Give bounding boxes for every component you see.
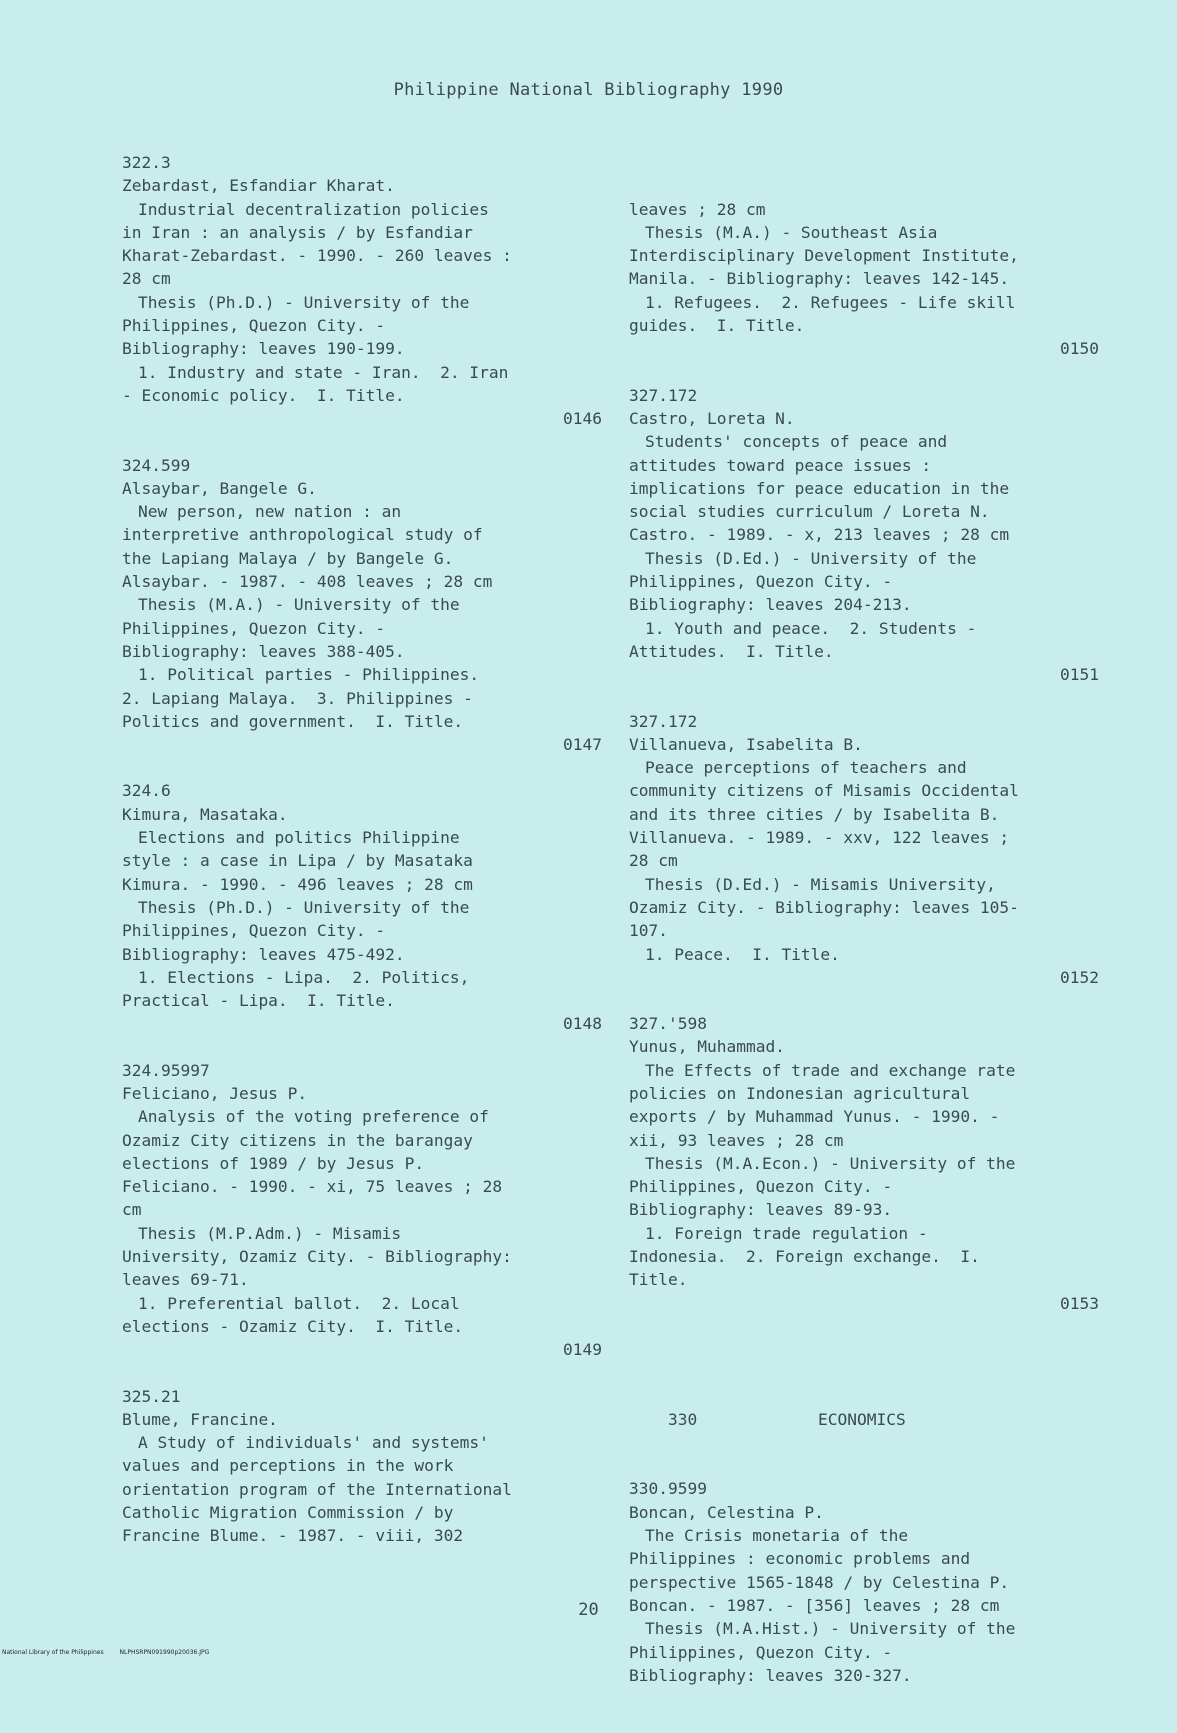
entry-line: 1. Peace. I. Title.	[645, 944, 840, 964]
entry-line: elections of 1989 / by Jesus P.	[122, 1153, 425, 1173]
entry-line: Elections and politics Philippine	[138, 828, 460, 848]
entry-line: 1. Youth and peace. 2. Students -	[645, 618, 977, 638]
entry-line: Ozamiz City. - Bibliography: leaves 105-	[629, 897, 1019, 917]
entry-line: - Economic policy. I. Title.	[122, 385, 405, 405]
section-class-number: 330	[667, 1409, 698, 1429]
entry-line: The Crisis monetaria of the	[645, 1526, 909, 1546]
entry-line: 28 cm	[629, 851, 678, 871]
section-heading	[629, 1385, 1099, 1429]
entry-line: Feliciano. - 1990. - xi, 75 leaves ; 28	[122, 1177, 503, 1197]
entry-line: Students' concepts of peace and	[645, 432, 948, 452]
entry-line: leaves 69-71.	[122, 1270, 249, 1290]
entry-line: exports / by Muhammad Yunus. - 1990. -	[629, 1107, 1000, 1127]
bibliography-entry	[629, 710, 1099, 990]
entry-line-first: 324.95997	[122, 1060, 210, 1080]
entry-line: Catholic Migration Commission / by	[122, 1503, 454, 1523]
entry-line: Kimura. - 1990. - 496 leaves ; 28 cm	[122, 874, 473, 894]
entry-line: 2. Lapiang Malaya. 3. Philippines -	[122, 688, 473, 708]
entry-number: 0150	[1060, 339, 1099, 359]
entry-line: New person, new nation : an	[138, 502, 402, 522]
entry-line: and its three cities / by Isabelita B.	[629, 804, 1000, 824]
entry-line: Philippines : economic problems and	[629, 1549, 971, 1569]
entry-number: 0148	[563, 1014, 602, 1034]
left-column	[122, 151, 602, 1571]
section-label: ECONOMICS	[817, 1409, 906, 1429]
bibliography-entry	[122, 151, 602, 431]
entry-line: Yunus, Muhammad.	[629, 1037, 785, 1057]
entry-line: Attitudes. I. Title.	[629, 641, 834, 661]
bibliography-entry	[629, 1477, 1099, 1687]
entry-line: Philippines, Quezon City. -	[122, 316, 386, 336]
entry-line: xii, 93 leaves ; 28 cm	[629, 1130, 844, 1150]
entry-line: orientation program of the International	[122, 1479, 512, 1499]
entry-number: 0153	[1060, 1293, 1099, 1313]
entry-line: Villanueva, Isabelita B.	[629, 734, 863, 754]
entry-line: Feliciano, Jesus P.	[122, 1083, 308, 1103]
entry-line-first: 327.172	[629, 711, 698, 731]
footer	[2, 1649, 223, 1656]
bibliography-entry	[122, 454, 602, 757]
entry-line: Villanueva. - 1989. - xxv, 122 leaves ;	[629, 828, 1010, 848]
entry-line: Thesis (Ph.D.) - University of the	[138, 897, 470, 917]
entry-line: The Effects of trade and exchange rate	[645, 1060, 1016, 1080]
entry-line: Bibliography: leaves 475-492.	[122, 944, 405, 964]
entry-line-first: 324.599	[122, 455, 191, 475]
entry-line: Title.	[629, 1270, 688, 1290]
entry-line: Philippines, Quezon City. -	[122, 618, 386, 638]
entry-line: 1. Refugees. 2. Refugees - Life skill	[645, 292, 1016, 312]
entry-line-first: 327.172	[629, 385, 698, 405]
entry-line: Castro, Loreta N.	[629, 408, 795, 428]
entry-line-first: 327.'598	[629, 1014, 707, 1034]
entry-line: Bibliography: leaves 204-213.	[629, 595, 912, 615]
entry-line: 107.	[629, 921, 668, 941]
entry-line: the Lapiang Malaya / by Bangele G.	[122, 548, 454, 568]
entry-line: Industrial decentralization policies	[138, 199, 489, 219]
page-number: 20	[578, 1600, 599, 1620]
entry-line: elections - Ozamiz City. I. Title.	[122, 1316, 464, 1336]
bibliography-entry	[629, 384, 1099, 687]
bibliography-entry	[122, 779, 602, 1035]
entry-line: perspective 1565-1848 / by Celestina P.	[629, 1572, 1010, 1592]
bibliography-entry	[122, 1059, 602, 1362]
entry-line: 1. Foreign trade regulation -	[645, 1223, 928, 1243]
bibliography-entry	[629, 198, 1099, 361]
entry-line: Thesis (M.P.Adm.) - Misamis	[138, 1223, 402, 1243]
entry-line: Boncan. - 1987. - [356] leaves ; 28 cm	[629, 1595, 1000, 1615]
entry-line: Interdisciplinary Development Institute,	[629, 246, 1019, 266]
entry-line: attitudes toward peace issues :	[629, 455, 932, 475]
entry-line: Philippines, Quezon City. -	[122, 921, 386, 941]
entry-line: A Study of individuals' and systems'	[138, 1433, 489, 1453]
entry-number: 0147	[563, 735, 602, 755]
right-column	[629, 151, 1099, 1733]
entry-line: Bibliography: leaves 89-93.	[629, 1200, 893, 1220]
bibliography-title: Philippine National Bibliography 1990	[393, 80, 784, 100]
entry-line: Boncan, Celestina P.	[629, 1502, 824, 1522]
entry-line: implications for peace education in the	[629, 478, 1010, 498]
footer-library: National Library of the Philippines	[2, 1649, 104, 1656]
entry-line: Bibliography: leaves 388-405.	[122, 641, 405, 661]
entry-line: Thesis (M.A.) - University of the	[138, 595, 460, 615]
entry-line: 1. Political parties - Philippines.	[138, 665, 480, 685]
entry-number: 0152	[1060, 967, 1099, 987]
entry-line: 1. Elections - Lipa. 2. Politics,	[138, 967, 470, 987]
entry-line: in Iran : an analysis / by Esfandiar	[122, 222, 473, 242]
entry-line-first: leaves ; 28 cm	[629, 199, 766, 219]
entry-line: guides. I. Title.	[629, 316, 805, 336]
entry-line: University, Ozamiz City. - Bibliography:	[122, 1247, 512, 1267]
entry-line: Peace perceptions of teachers and	[645, 758, 967, 778]
entry-line: Alsaybar. - 1987. - 408 leaves ; 28 cm	[122, 572, 493, 592]
entry-line: Philippines, Quezon City. -	[629, 1177, 893, 1197]
entry-line: social studies curriculum / Loreta N.	[629, 502, 990, 522]
footer-file-id: NLPHSRPN091990p20036.JPG	[119, 1649, 210, 1656]
entry-number: 0149	[563, 1340, 602, 1360]
entry-line: Bibliography: leaves 320-327.	[629, 1665, 912, 1685]
entry-line-first: 324.6	[122, 781, 171, 801]
entry-line: Politics and government. I. Title.	[122, 711, 464, 731]
entry-line: Kharat-Zebardast. - 1990. - 260 leaves :	[122, 246, 512, 266]
entry-line: Francine Blume. - 1987. - viii, 302	[122, 1526, 464, 1546]
bibliography-entry	[122, 1385, 602, 1548]
entry-line: Indonesia. 2. Foreign exchange. I.	[629, 1247, 980, 1267]
entry-line: community citizens of Misamis Occidental	[629, 781, 1019, 801]
entry-line: Bibliography: leaves 190-199.	[122, 339, 405, 359]
entry-line: cm	[122, 1200, 142, 1220]
entry-line: Analysis of the voting preference of	[138, 1107, 489, 1127]
entry-line-first: 322.3	[122, 153, 171, 172]
entry-line: 28 cm	[122, 269, 171, 289]
entry-line: Thesis (Ph.D.) - University of the	[138, 292, 470, 312]
entry-line: Practical - Lipa. I. Title.	[122, 991, 395, 1011]
page-header	[0, 80, 1177, 100]
entry-line: Thesis (M.A.Hist.) - University of the	[645, 1619, 1016, 1639]
entry-number: 0146	[563, 409, 602, 429]
entry-line: Thesis (M.A.Econ.) - University of the	[645, 1153, 1016, 1173]
entry-line: Philippines, Quezon City. -	[629, 1642, 893, 1662]
entry-line: Thesis (D.Ed.) - Misamis University,	[645, 874, 996, 894]
entry-line: policies on Indonesian agricultural	[629, 1083, 971, 1103]
entry-line-first: 325.21	[122, 1386, 181, 1406]
entry-line: 1. Industry and state - Iran. 2. Iran	[138, 362, 509, 382]
entry-line-first: 330.9599	[629, 1479, 707, 1499]
entry-line: Ozamiz City citizens in the barangay	[122, 1130, 473, 1150]
entry-line: Manila. - Bibliography: leaves 142-145.	[629, 269, 1010, 289]
entry-line: interpretive anthropological study of	[122, 525, 483, 545]
entry-line: Kimura, Masataka.	[122, 804, 288, 824]
entry-number: 0151	[1060, 665, 1099, 685]
entry-line: values and perceptions in the work	[122, 1456, 454, 1476]
entry-line: Castro. - 1989. - x, 213 leaves ; 28 cm	[629, 525, 1010, 545]
entry-line: Alsaybar, Bangele G.	[122, 478, 317, 498]
bibliography-entry	[629, 1012, 1099, 1315]
entry-line: Blume, Francine.	[122, 1409, 278, 1429]
entry-line: Thesis (M.A.) - Southeast Asia	[645, 222, 938, 242]
entry-line: 1. Preferential ballot. 2. Local	[138, 1293, 460, 1313]
entry-line: style : a case in Lipa / by Masataka	[122, 851, 473, 871]
entry-line: Philippines, Quezon City. -	[629, 572, 893, 592]
entry-line: Zebardast, Esfandiar Kharat.	[122, 176, 395, 196]
entry-line: Thesis (D.Ed.) - University of the	[645, 548, 977, 568]
